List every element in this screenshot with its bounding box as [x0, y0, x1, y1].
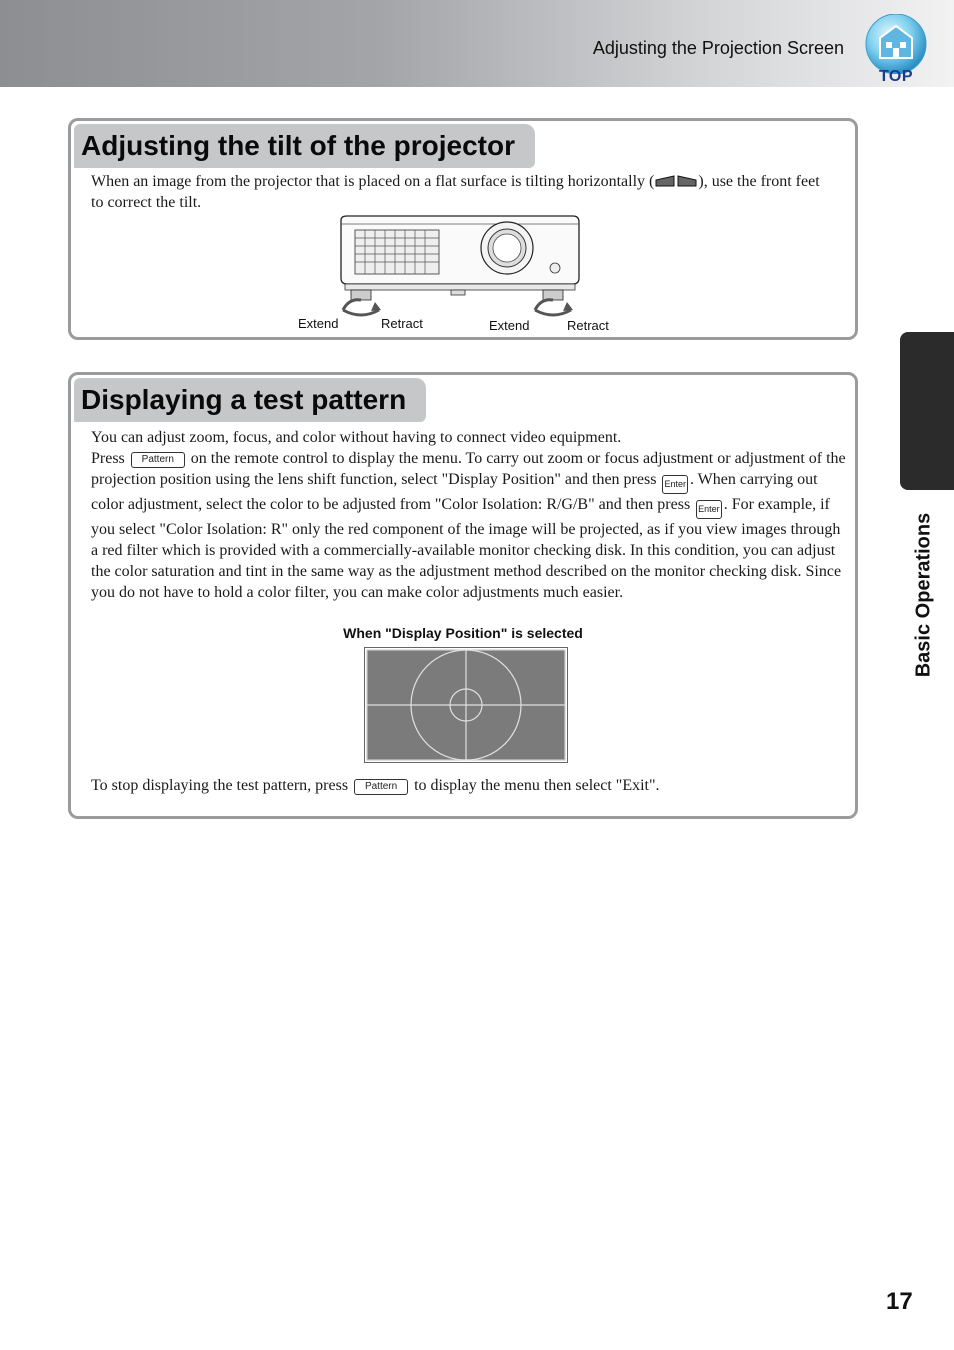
top-label: TOP [878, 68, 914, 85]
pattern-key-icon: Pattern [354, 779, 408, 795]
tilt-section-title: Adjusting the tilt of the projector [74, 124, 535, 168]
side-tab-text: Basic Operations [912, 512, 935, 678]
header-title: Adjusting the Projection Screen [592, 38, 844, 58]
tilt-right-icon [677, 175, 697, 187]
press-word: Press [91, 450, 125, 467]
tilt-description [91, 171, 836, 213]
diagram-caption: When "Display Position" is selected [343, 625, 583, 641]
enter-key-icon: Enter [696, 500, 722, 519]
pattern-instructions: on the remote control to display the menu. To carry out zoom or focus adjustment or adjustment of the projection position using the lens shift function, select "Display Position" and then press [91, 450, 846, 488]
top-button[interactable] [862, 14, 930, 86]
retract-left-label: Retract [381, 316, 423, 331]
page-header [0, 0, 954, 87]
test-pattern-image [364, 647, 568, 763]
page-number: 17 [886, 1288, 913, 1315]
side-tab-label [904, 500, 944, 690]
tilt-section [68, 118, 858, 340]
stop-text-start: To stop displaying the test pattern, press [91, 777, 349, 794]
extend-right-label: Extend [489, 318, 530, 333]
test-pattern-section [68, 372, 858, 819]
tilt-text-end: ), use the front feet to correct the tilt. [91, 173, 820, 211]
pattern-key-icon: Pattern [131, 452, 185, 468]
tilt-left-icon [655, 175, 675, 187]
test-pattern-description [91, 427, 851, 603]
color-instructions: . When carrying out color adjustment, select the color to be adjusted from "Color Isolation: R/G/B" and then press [91, 471, 818, 513]
tilt-text-start: When an image from the projector that is placed on a flat surface is tilting horizontally ( [91, 173, 655, 190]
color-isolation-details: . For example, if you select "Color Isolation: R" only the red component of the image will be projected, as if you view images through a red filter which is provided with a commercially-available monitor checking disk. In this condition, you can adjust the color saturation and tint in the same way as the adjustment method described on the monitor checking disk. Since you do not have to hold a color filter, you can make color adjustments much easier. [91, 496, 842, 601]
intro-line: You can adjust zoom, focus, and color without having to connect video equipment. [91, 429, 622, 446]
house-icon [862, 14, 930, 74]
retract-right-label: Retract [567, 318, 609, 333]
projector-illustration [335, 214, 585, 319]
extend-left-label: Extend [298, 316, 339, 331]
side-tab-block [900, 332, 954, 490]
test-pattern-section-title: Displaying a test pattern [74, 378, 426, 422]
stop-instructions [91, 775, 851, 796]
stop-text-end: to display the menu then select "Exit". [414, 777, 660, 794]
enter-key-icon: Enter [662, 475, 688, 494]
